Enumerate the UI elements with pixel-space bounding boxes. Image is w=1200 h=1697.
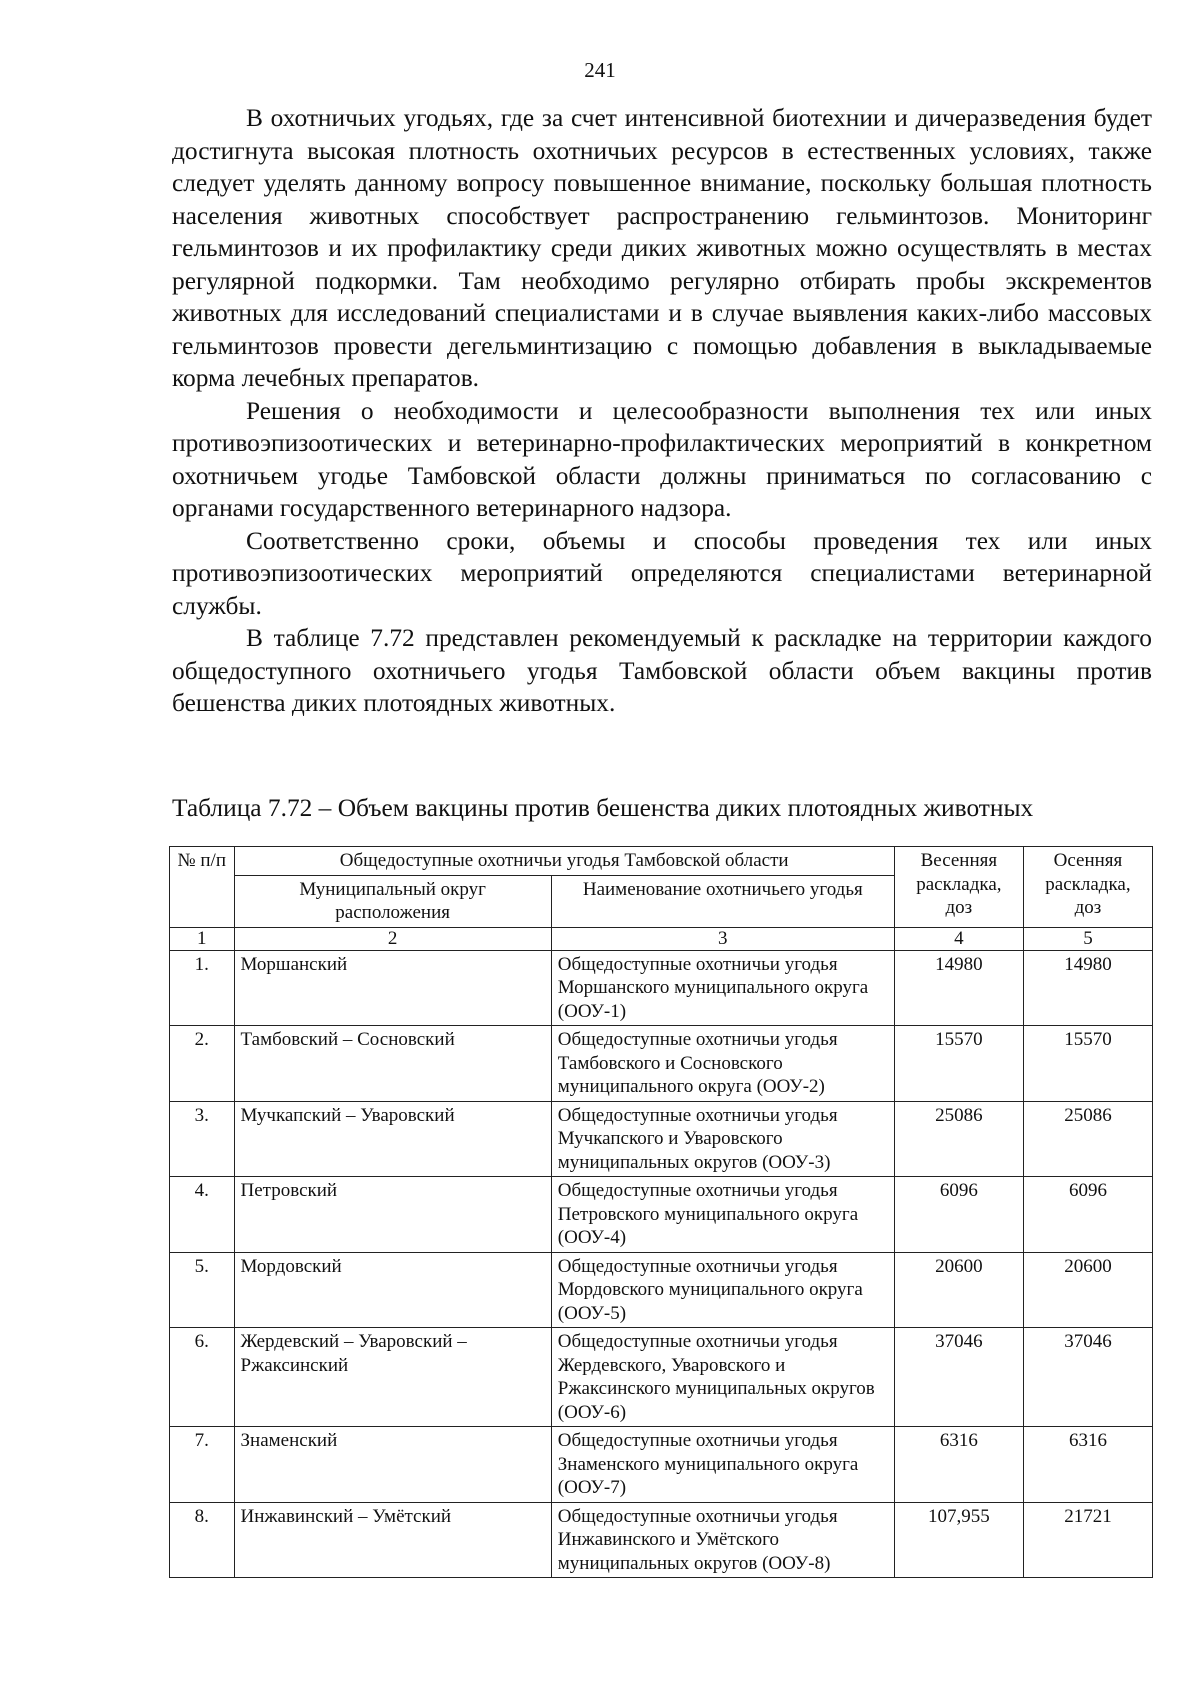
row-spring: 6316 xyxy=(894,1427,1023,1503)
table-row xyxy=(170,1026,1153,1102)
row-autumn: 15570 xyxy=(1023,1026,1152,1102)
table-row xyxy=(170,1177,1153,1253)
page-number: 241 xyxy=(584,58,616,82)
row-num: 3. xyxy=(170,1101,235,1177)
row-autumn: 20600 xyxy=(1023,1252,1152,1328)
header-spring: Весенняя раскладка, доз xyxy=(894,847,1023,928)
row-spring: 37046 xyxy=(894,1328,1023,1427)
row-num: 6. xyxy=(170,1328,235,1427)
header-group: Общедоступные охотничьи угодья Тамбовской области xyxy=(234,847,894,876)
row-spring: 14980 xyxy=(894,950,1023,1026)
header-name: Наименование охотничьего угодья xyxy=(551,875,894,927)
row-autumn: 14980 xyxy=(1023,950,1152,1026)
row-num: 2. xyxy=(170,1026,235,1102)
paragraph: Решения о необходимости и целесообразности выполнения тех или иных противоэпизоотических и ветеринарно-профилактических мероприятий в конкретном охотничьем угодье Тамбовской области должны приниматься по согласованию с органами государственного ветеринарного надзора. xyxy=(172,396,1152,522)
row-name: Общедоступные охотничьи угодья Инжавинского и Умётского муниципальных округов (ООУ-8) xyxy=(551,1502,894,1578)
body-text xyxy=(172,102,1152,720)
table-caption: Таблица 7.72 – Объем вакцины против бешенства диких плотоядных животных xyxy=(172,794,1034,822)
row-autumn: 21721 xyxy=(1023,1502,1152,1578)
row-district: Моршанский xyxy=(234,950,551,1026)
row-district: Инжавинский – Умётский xyxy=(234,1502,551,1578)
row-num: 7. xyxy=(170,1427,235,1503)
row-district: Мордовский xyxy=(234,1252,551,1328)
row-name: Общедоступные охотничьи угодья Петровского муниципального округа (ООУ-4) xyxy=(551,1177,894,1253)
header-district: Муниципальный округ расположения xyxy=(234,875,551,927)
row-spring: 20600 xyxy=(894,1252,1023,1328)
header-num: № п/п xyxy=(170,847,235,928)
row-spring: 107,955 xyxy=(894,1502,1023,1578)
row-district: Мучкапский – Уваровский xyxy=(234,1101,551,1177)
column-number: 1 xyxy=(170,927,235,950)
column-number-row xyxy=(170,927,1153,950)
header-autumn: Осенняя раскладка, доз xyxy=(1023,847,1152,928)
row-name: Общедоступные охотничьи угодья Моршанского муниципального округа (ООУ-1) xyxy=(551,950,894,1026)
row-name: Общедоступные охотничьи угодья Жердевского, Уваровского и Ржаксинского муниципальных округов (ООУ-6) xyxy=(551,1328,894,1427)
row-name: Общедоступные охотничьи угодья Тамбовского и Сосновского муниципального округа (ООУ-2) xyxy=(551,1026,894,1102)
table-row xyxy=(170,1252,1153,1328)
column-number: 3 xyxy=(551,927,894,950)
row-num: 4. xyxy=(170,1177,235,1253)
row-name: Общедоступные охотничьи угодья Знаменского муниципального округа (ООУ-7) xyxy=(551,1427,894,1503)
paragraph: Соответственно сроки, объемы и способы проведения тех или иных противоэпизоотических мероприятий определяются специалистами ветеринарной службы. xyxy=(172,526,1152,620)
row-num: 1. xyxy=(170,950,235,1026)
row-name: Общедоступные охотничьи угодья Мордовского муниципального округа (ООУ-5) xyxy=(551,1252,894,1328)
row-spring: 15570 xyxy=(894,1026,1023,1102)
column-number: 2 xyxy=(234,927,551,950)
table-row xyxy=(170,1502,1153,1578)
paragraph: В охотничьих угодьях, где за счет интенсивной биотехнии и дичеразведения будет достигнута высокая плотность охотничьих ресурсов в естественных условиях, также следует уделять данному вопросу повышенное внимание, поскольку большая плотность населения животных способствует распространению гельминтозов. Мониторинг гельминтозов и их профилактику среди диких животных можно осуществлять в местах регулярной подкормки. Там необходимо регулярно отбирать пробы экскрементов животных для исследований специалистами и в случае выявления каких-либо массовых гельминтозов провести дегельминтизацию с помощью добавления в выкладываемые корма лечебных препаратов. xyxy=(172,104,1152,392)
paragraph: В таблице 7.72 представлен рекомендуемый к раскладке на территории каждого общедоступного охотничьего угодья Тамбовской области объем вакцины против бешенства диких плотоядных животных. xyxy=(172,624,1152,717)
column-number: 5 xyxy=(1023,927,1152,950)
row-spring: 6096 xyxy=(894,1177,1023,1253)
row-num: 8. xyxy=(170,1502,235,1578)
row-num: 5. xyxy=(170,1252,235,1328)
table-row xyxy=(170,1427,1153,1503)
row-autumn: 25086 xyxy=(1023,1101,1152,1177)
row-autumn: 6096 xyxy=(1023,1177,1152,1253)
column-number: 4 xyxy=(894,927,1023,950)
row-district: Знаменский xyxy=(234,1427,551,1503)
row-name: Общедоступные охотничьи угодья Мучкапского и Уваровского муниципальных округов (ООУ-3) xyxy=(551,1101,894,1177)
table-row xyxy=(170,950,1153,1026)
table-row xyxy=(170,1101,1153,1177)
row-autumn: 37046 xyxy=(1023,1328,1152,1427)
header-row xyxy=(170,847,1153,876)
row-district: Тамбовский – Сосновский xyxy=(234,1026,551,1102)
row-district: Жердевский – Уваровский – Ржаксинский xyxy=(234,1328,551,1427)
row-spring: 25086 xyxy=(894,1101,1023,1177)
row-district: Петровский xyxy=(234,1177,551,1253)
table-row xyxy=(170,1328,1153,1427)
row-autumn: 6316 xyxy=(1023,1427,1152,1503)
vaccine-table xyxy=(169,846,1153,1578)
